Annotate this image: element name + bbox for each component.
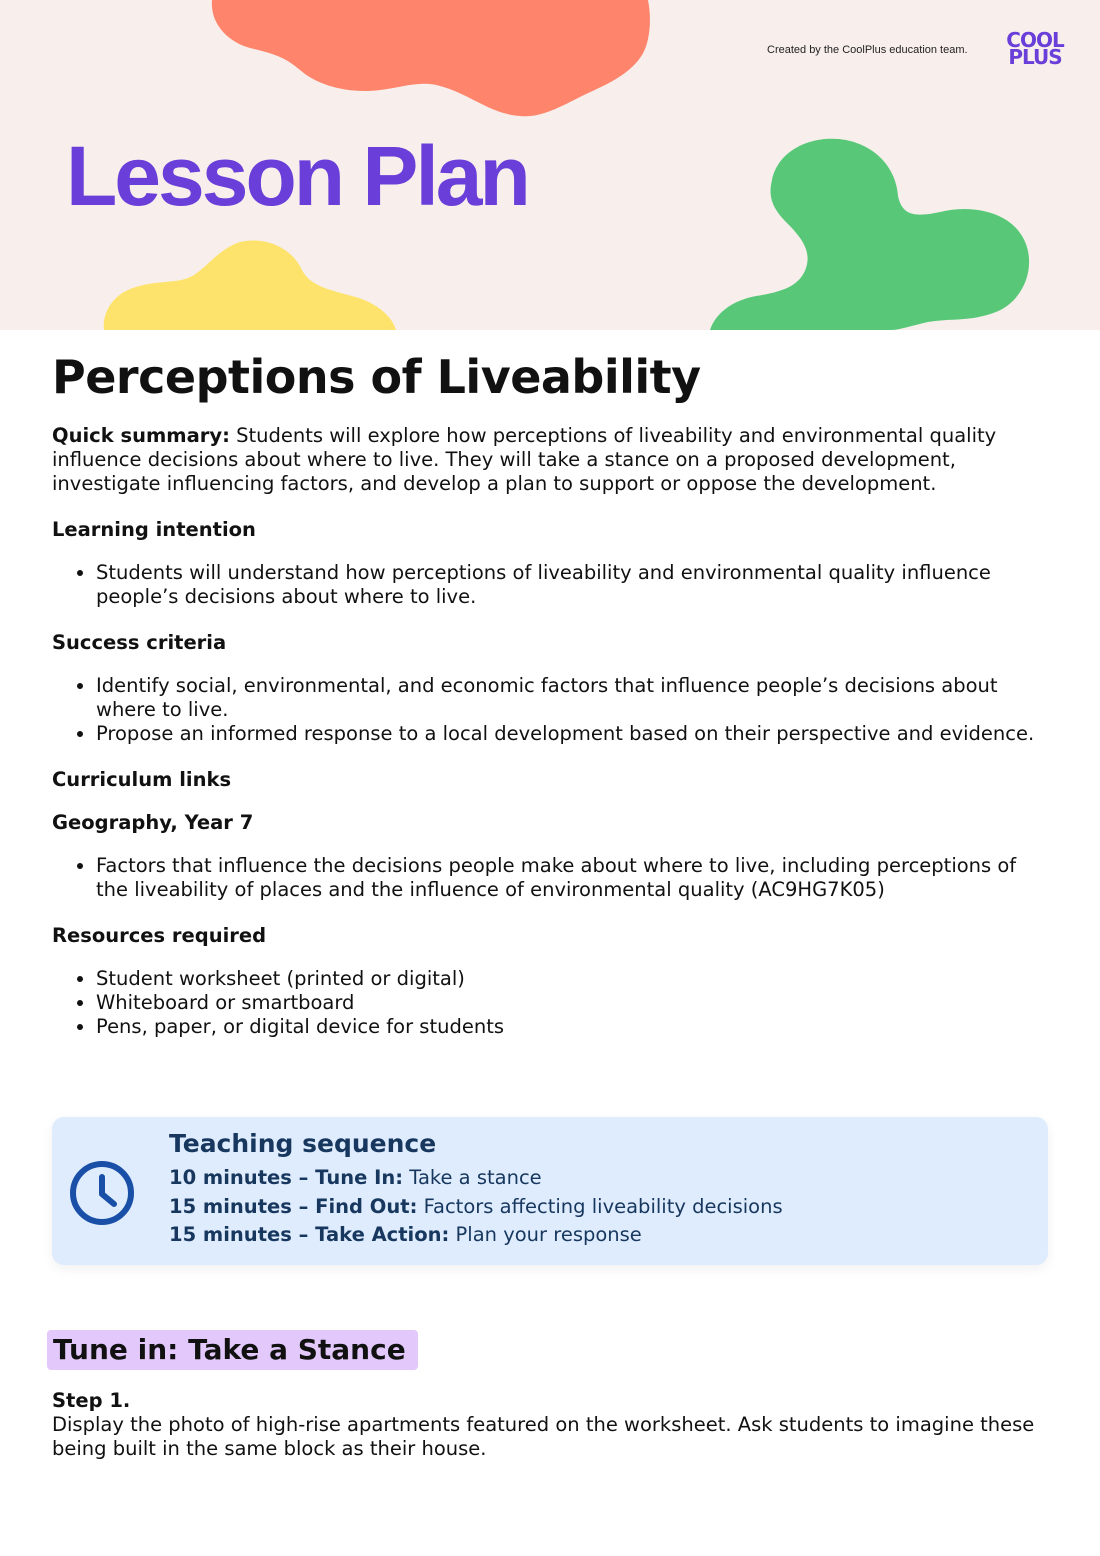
list-item: • Factors that influence the decisions people make about where to live, including perceptions of the liveability of places and the influence of environmental quality (AC9HG7K05) bbox=[96, 854, 1052, 902]
resources-list bbox=[52, 967, 1052, 1039]
curriculum-links-heading: Curriculum links bbox=[52, 768, 232, 791]
success-criteria-heading: Success criteria bbox=[52, 631, 227, 654]
header-banner bbox=[0, 0, 1100, 330]
summary-text: Students will explore how perceptions of liveability and environmental quality influence decisions about where to live. They will take a stance on a proposed development, investigate influencing factors, and develop a plan to support or oppose the development. bbox=[52, 424, 997, 495]
teaching-sequence-box bbox=[52, 1117, 1048, 1265]
list-item: • Propose an informed response to a local development based on their perspective and evidence. bbox=[96, 722, 1052, 746]
step-1 bbox=[52, 1389, 1052, 1461]
list-item: • Identify social, environmental, and economic factors that influence people’s decisions about where to live. bbox=[96, 674, 1052, 722]
list-item: • Pens, paper, or digital device for students bbox=[96, 1015, 1052, 1039]
sequence-time: 15 minutes – Take Action: bbox=[169, 1223, 450, 1246]
tune-in-heading: Tune in: Take a Stance bbox=[47, 1330, 418, 1370]
list-item: • Students will understand how perceptions of liveability and environmental quality influence people’s decisions about where to live. bbox=[96, 561, 1052, 609]
curriculum-list bbox=[52, 854, 1052, 902]
logo-line-1: COOL bbox=[1006, 28, 1064, 52]
curriculum-subheading: Geography, Year 7 bbox=[52, 811, 254, 834]
list-item: • Student worksheet (printed or digital) bbox=[96, 967, 1052, 991]
sequence-row bbox=[169, 1221, 783, 1250]
sequence-desc: Plan your response bbox=[449, 1223, 642, 1246]
coolplus-logo bbox=[1000, 28, 1070, 69]
yellow-blob bbox=[104, 240, 396, 330]
list-item: • Whiteboard or smartboard bbox=[96, 991, 1052, 1015]
learning-intention-list bbox=[52, 561, 1052, 609]
clock-icon bbox=[68, 1159, 136, 1227]
green-blob bbox=[710, 139, 1029, 330]
learning-intention-heading: Learning intention bbox=[52, 518, 256, 541]
sequence-desc: Factors affecting liveability decisions bbox=[417, 1194, 783, 1218]
logo-line-2: PLUS bbox=[1008, 45, 1062, 69]
main-content bbox=[52, 350, 1052, 1061]
sequence-time: 10 minutes – Tune In: bbox=[169, 1166, 404, 1189]
quick-summary bbox=[52, 424, 1052, 496]
teaching-sequence-title: Teaching sequence bbox=[169, 1129, 437, 1158]
sequence-row bbox=[169, 1164, 783, 1193]
credit-text: Created by the CoolPlus education team. bbox=[767, 44, 968, 56]
resources-heading: Resources required bbox=[52, 924, 267, 947]
page-title: Perceptions of Liveability bbox=[52, 350, 701, 404]
summary-label: Quick summary: bbox=[52, 424, 230, 447]
sequence-desc: Take a stance bbox=[403, 1166, 542, 1189]
lesson-plan-title: Lesson Plan bbox=[66, 129, 528, 223]
step-label: Step 1. bbox=[52, 1389, 131, 1412]
teaching-sequence-text bbox=[169, 1129, 783, 1250]
sequence-row bbox=[169, 1193, 783, 1222]
success-criteria-list bbox=[52, 674, 1052, 746]
step-text: Display the photo of high-rise apartments featured on the worksheet. Ask students to imagine these being built in the same block as their house. bbox=[52, 1413, 1035, 1460]
sequence-time: 15 minutes – Find Out: bbox=[169, 1194, 418, 1218]
coral-blob bbox=[212, 0, 650, 116]
